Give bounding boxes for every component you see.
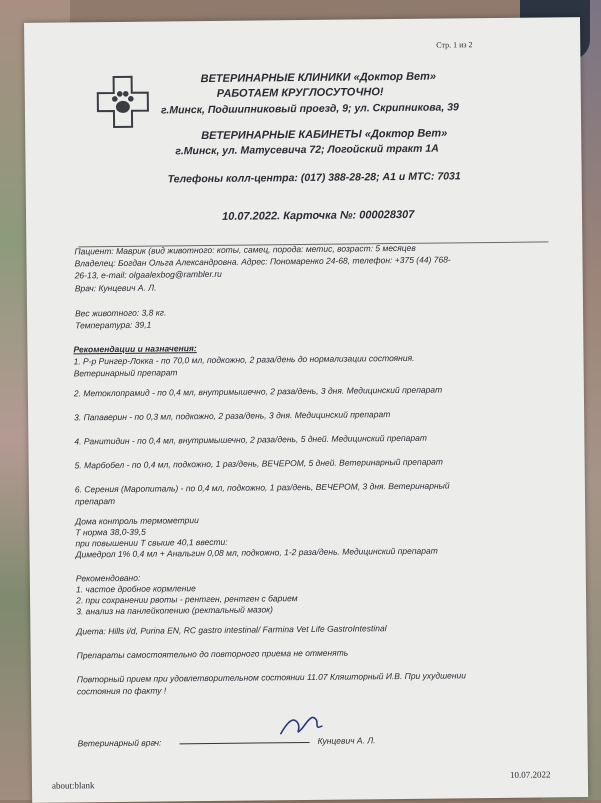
home-control: Т норма 38,0-39,5: [75, 526, 146, 538]
signature-label: Ветеринарный врач:: [77, 737, 162, 749]
recommendation-item: Ветеринарный препарат: [73, 367, 178, 379]
owner-line: Владелец: Богдан Ольга Александровна. Адрес: Пономаренко 24-68, телефон: +375 (44) 768-: [74, 254, 451, 269]
home-control: Димедрол 1% 0,4 мл + Анальгин 0,08 мл, подкожно, 1-2 раза/день. Медицинский препарат: [75, 545, 438, 560]
page-number: Стр. 1 из 2: [436, 40, 473, 50]
clinic-name: ВЕТЕРИНАРНЫЕ КЛИНИКИ «Доктор Вет»: [200, 70, 437, 86]
recommendation-item: 3. Папаверин - по 0,3 мл, подкожно, 2 раза/день, 3 дня. Медицинский препарат: [74, 409, 391, 423]
recommendations-heading: Рекомендации и назначения:: [73, 343, 197, 355]
note-no-cancel: Препараты самостоятельно до повторного приема не отменять: [76, 647, 349, 661]
advice-item: 3. анализ на панлейкопению (ректальный мазок): [76, 604, 274, 617]
advice-item: 1. частое дробное кормление: [75, 583, 196, 595]
patient-line: Пациент: Маврик (вид животного: коты, самец, порода: метис, возраст: 5 месяцев: [74, 242, 416, 257]
signature-name: Кунцевич А. Л.: [317, 735, 376, 746]
temperature: Температура: 39,1: [75, 319, 152, 331]
note-revisit: Повторный прием при удовлетворительном состоянии 11.07 Кляшторный И.В. При ухудшении: [76, 670, 467, 685]
recommendation-item: 5. Марбобел - по 0,4 мл, подкожно, 1 раз/день, ВЕЧЕРОМ, 5 дней. Ветеринарный препарат: [74, 456, 443, 471]
doctor-line: Врач: Кунцевич А. Л.: [74, 282, 157, 294]
advice-heading: Рекомендовано:: [75, 572, 141, 584]
recommendation-item: 2. Метоклопрамид - по 0,4 мл, внутримышечно, 2 раза/день, 3 дня. Медицинский препарат: [73, 384, 443, 399]
recommendation-item: препарат: [74, 495, 116, 507]
card-title: 10.07.2022. Карточка №: 000028307: [221, 208, 415, 223]
signature-line: [180, 742, 310, 744]
recommendation-item: 4. Ранитидин - по 0,4 мл, внутримышечно, 2 раза/день, 5 дней. Медицинский препарат: [74, 432, 427, 447]
note-revisit-2: состояния по факту !: [76, 685, 167, 697]
address-cabinets: г.Минск, ул. Матусевича 72; Логойский тракт 1А: [175, 142, 439, 158]
document-page: [24, 17, 588, 803]
address-clinics: г.Минск, Подшипниковый проезд, 9; ул. Скрипникова, 39: [160, 101, 459, 117]
phones: Телефоны колл-центра: (017) 388-28-28; A1 и МТС: 7031: [167, 170, 461, 186]
open-24h: РАБОТАЕМ КРУГЛОСУТОЧНО!: [216, 86, 384, 100]
clinic-logo-icon: [95, 74, 152, 131]
owner-line-2: 26-13, e-mail: olgaalexbog@rambler.ru: [74, 268, 222, 281]
cabinets-name: ВЕТЕРИНАРНЫЕ КАБИНЕТЫ «Доктор Вет»: [201, 127, 448, 143]
home-control: при повышении Т свыше 40,1 ввести:: [75, 536, 228, 549]
recommendation-item: 1. Р-р Рингер-Локка - по 70,0 мл, подкожно, 2 раза/день до нормализации состояния.: [73, 352, 415, 367]
diet: Диета: Hills i/d, Purina EN, RC gastro intestinal/ Farmina Vet Life GastroIntestinal: [76, 623, 387, 637]
footer-url: about:blank: [51, 780, 95, 791]
weight: Вес животного: 3,8 кг.: [75, 307, 167, 319]
footer-date: 10.07.2022: [509, 769, 551, 780]
home-control: Дома контроль термометрии: [75, 515, 199, 527]
advice-item: 2. при сохранении рвоты - рентген, рентген с барием: [76, 593, 298, 606]
recommendation-item: 6. Серения (Маропиталь) - по 0,4 мл, подкожно, 1 раз/день, ВЕЧЕРОМ, 3 дня. Ветеринарный: [74, 480, 450, 495]
